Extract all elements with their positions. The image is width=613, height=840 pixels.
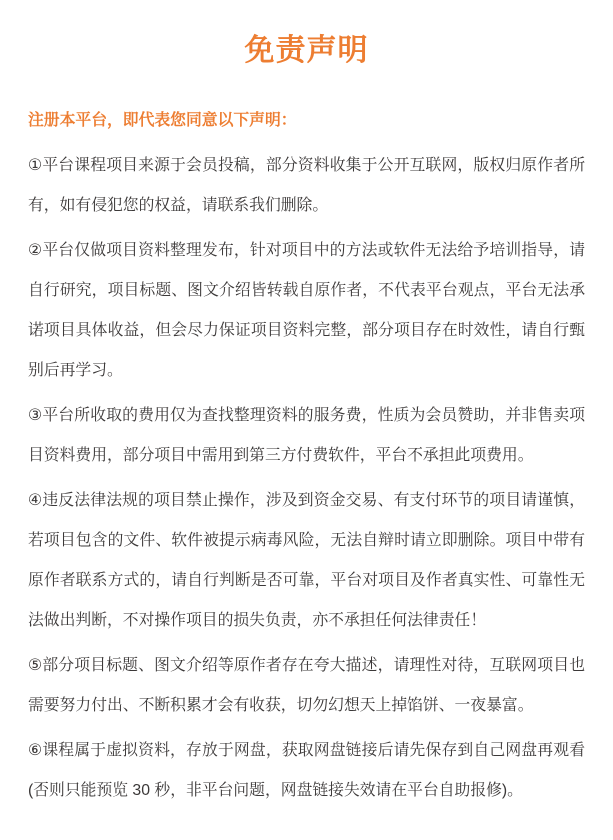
disclaimer-paragraph-4: ④违反法律法规的项目禁止操作，涉及到资金交易、有支付环节的项目请谨慎，若项目包含的文件、软件被提示病毒风险，无法自辩时请立即删除。项目中带有原作者联系方式的，请自行判断是否可靠，平台对项目及作者真实性、可靠性无法做出判断，不对操作项目的损失负责，亦不承担任何法律责任！ — [28, 492, 585, 629]
disclaimer-paragraph-3: ③平台所收取的费用仅为查找整理资料的服务费，性质为会员赞助，并非售卖项目资料费用，部分项目中需用到第三方付费软件，平台不承担此项费用。 — [28, 407, 585, 464]
disclaimer-paragraph-2: ②平台仅做项目资料整理发布，针对项目中的方法或软件无法给予培训指导，请自行研究，项目标题、图文介绍皆转载自原作者，不代表平台观点，平台无法承诺项目具体收益，但会尽力保证项目资料完整，部分项目存在时效性，请自行甄别后再学习。 — [28, 242, 585, 379]
disclaimer-paragraph-6: ⑥课程属于虚拟资料，存放于网盘，获取网盘链接后请先保存到自己网盘再观看 (否则只能预览 30 秒，非平台问题，网盘链接失效请在平台自助报修)。 — [28, 742, 585, 799]
intro-statement: 注册本平台，即代表您同意以下声明： — [28, 112, 297, 129]
page-title: 免责声明 — [244, 34, 369, 67]
disclaimer-paragraph-5: ⑤部分项目标题、图文介绍等原作者存在夸大描述，请理性对待，互联网项目也需要努力付出、不断积累才会有收获，切勿幻想天上掉馅饼、一夜暴富。 — [28, 657, 585, 714]
disclaimer-paragraph-1: ①平台课程项目来源于会员投稿，部分资料收集于公开互联网，版权归原作者所有，如有侵犯您的权益，请联系我们删除。 — [28, 157, 585, 214]
